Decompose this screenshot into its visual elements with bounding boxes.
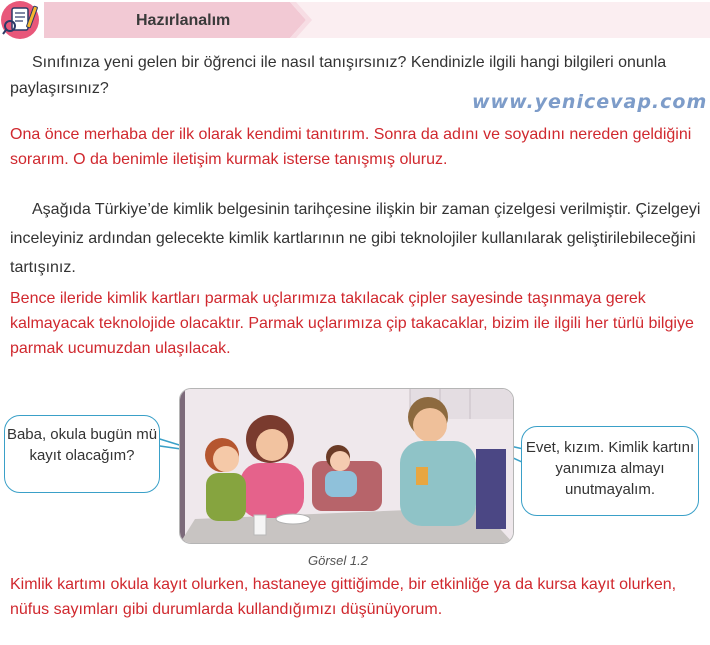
family-at-table-image xyxy=(180,389,513,543)
answer-3: Kimlik kartımı okula kayıt olurken, hastaneye gittiğimde, bir etkinliğe ya da kursa kayıt olurken, nüfus sayımları gibi durumlarda kullandığımızı düşünüyorum. xyxy=(10,576,677,618)
watermark: www.yenicevap.com xyxy=(472,91,708,113)
speech-bubble-girl: Baba, okula bugün mü kayıt olacağım? xyxy=(4,415,160,493)
header-band-shape xyxy=(0,0,710,40)
answer-1: Ona önce merhaba der ilk olarak kendimi tanıtırım. Sonra da adını ve soyadını nereden geldiğini sorarım. O da benimle iletişim kurmak isterse tanışmış oluruz. xyxy=(10,126,692,168)
speech-bubble-father: Evet, kızım. Kimlik kartını yanımıza almayı unutmayalım. xyxy=(521,426,699,516)
question-1: Sınıfınıza yeni gelen bir öğrenci ile nasıl tanışırsınız? Kendinizle ilgili hangi bilgileri onunla paylaşırsınız? xyxy=(10,54,667,97)
section-title: Hazırlanalım xyxy=(136,12,231,29)
family-illustration xyxy=(179,388,514,544)
image-caption: Görsel 1.2 xyxy=(308,553,368,568)
study-tools-icon xyxy=(0,0,44,40)
section-header xyxy=(0,0,710,40)
answer-2: Bence ileride kimlik kartları parmak uçlarımıza takılacak çipler sayesinde taşınmaya gerek kalmayacak teknolojide olacaktır. Parmak uçlarımıza çip takacaklar, bizim ile ilgili her türlü bilgiye parmak ucumuzdan ulaşılacak. xyxy=(10,290,694,357)
question-2: Aşağıda Türkiye’de kimlik belgesinin tarihçesine ilişkin bir zaman çizelgesi verilmiştir. Çizelgeyi inceleyiniz ardından gelecekte kimlik kartlarının ne gibi teknolojiler kullanılarak geliştirilebileceğini tartışınız. xyxy=(10,201,701,276)
